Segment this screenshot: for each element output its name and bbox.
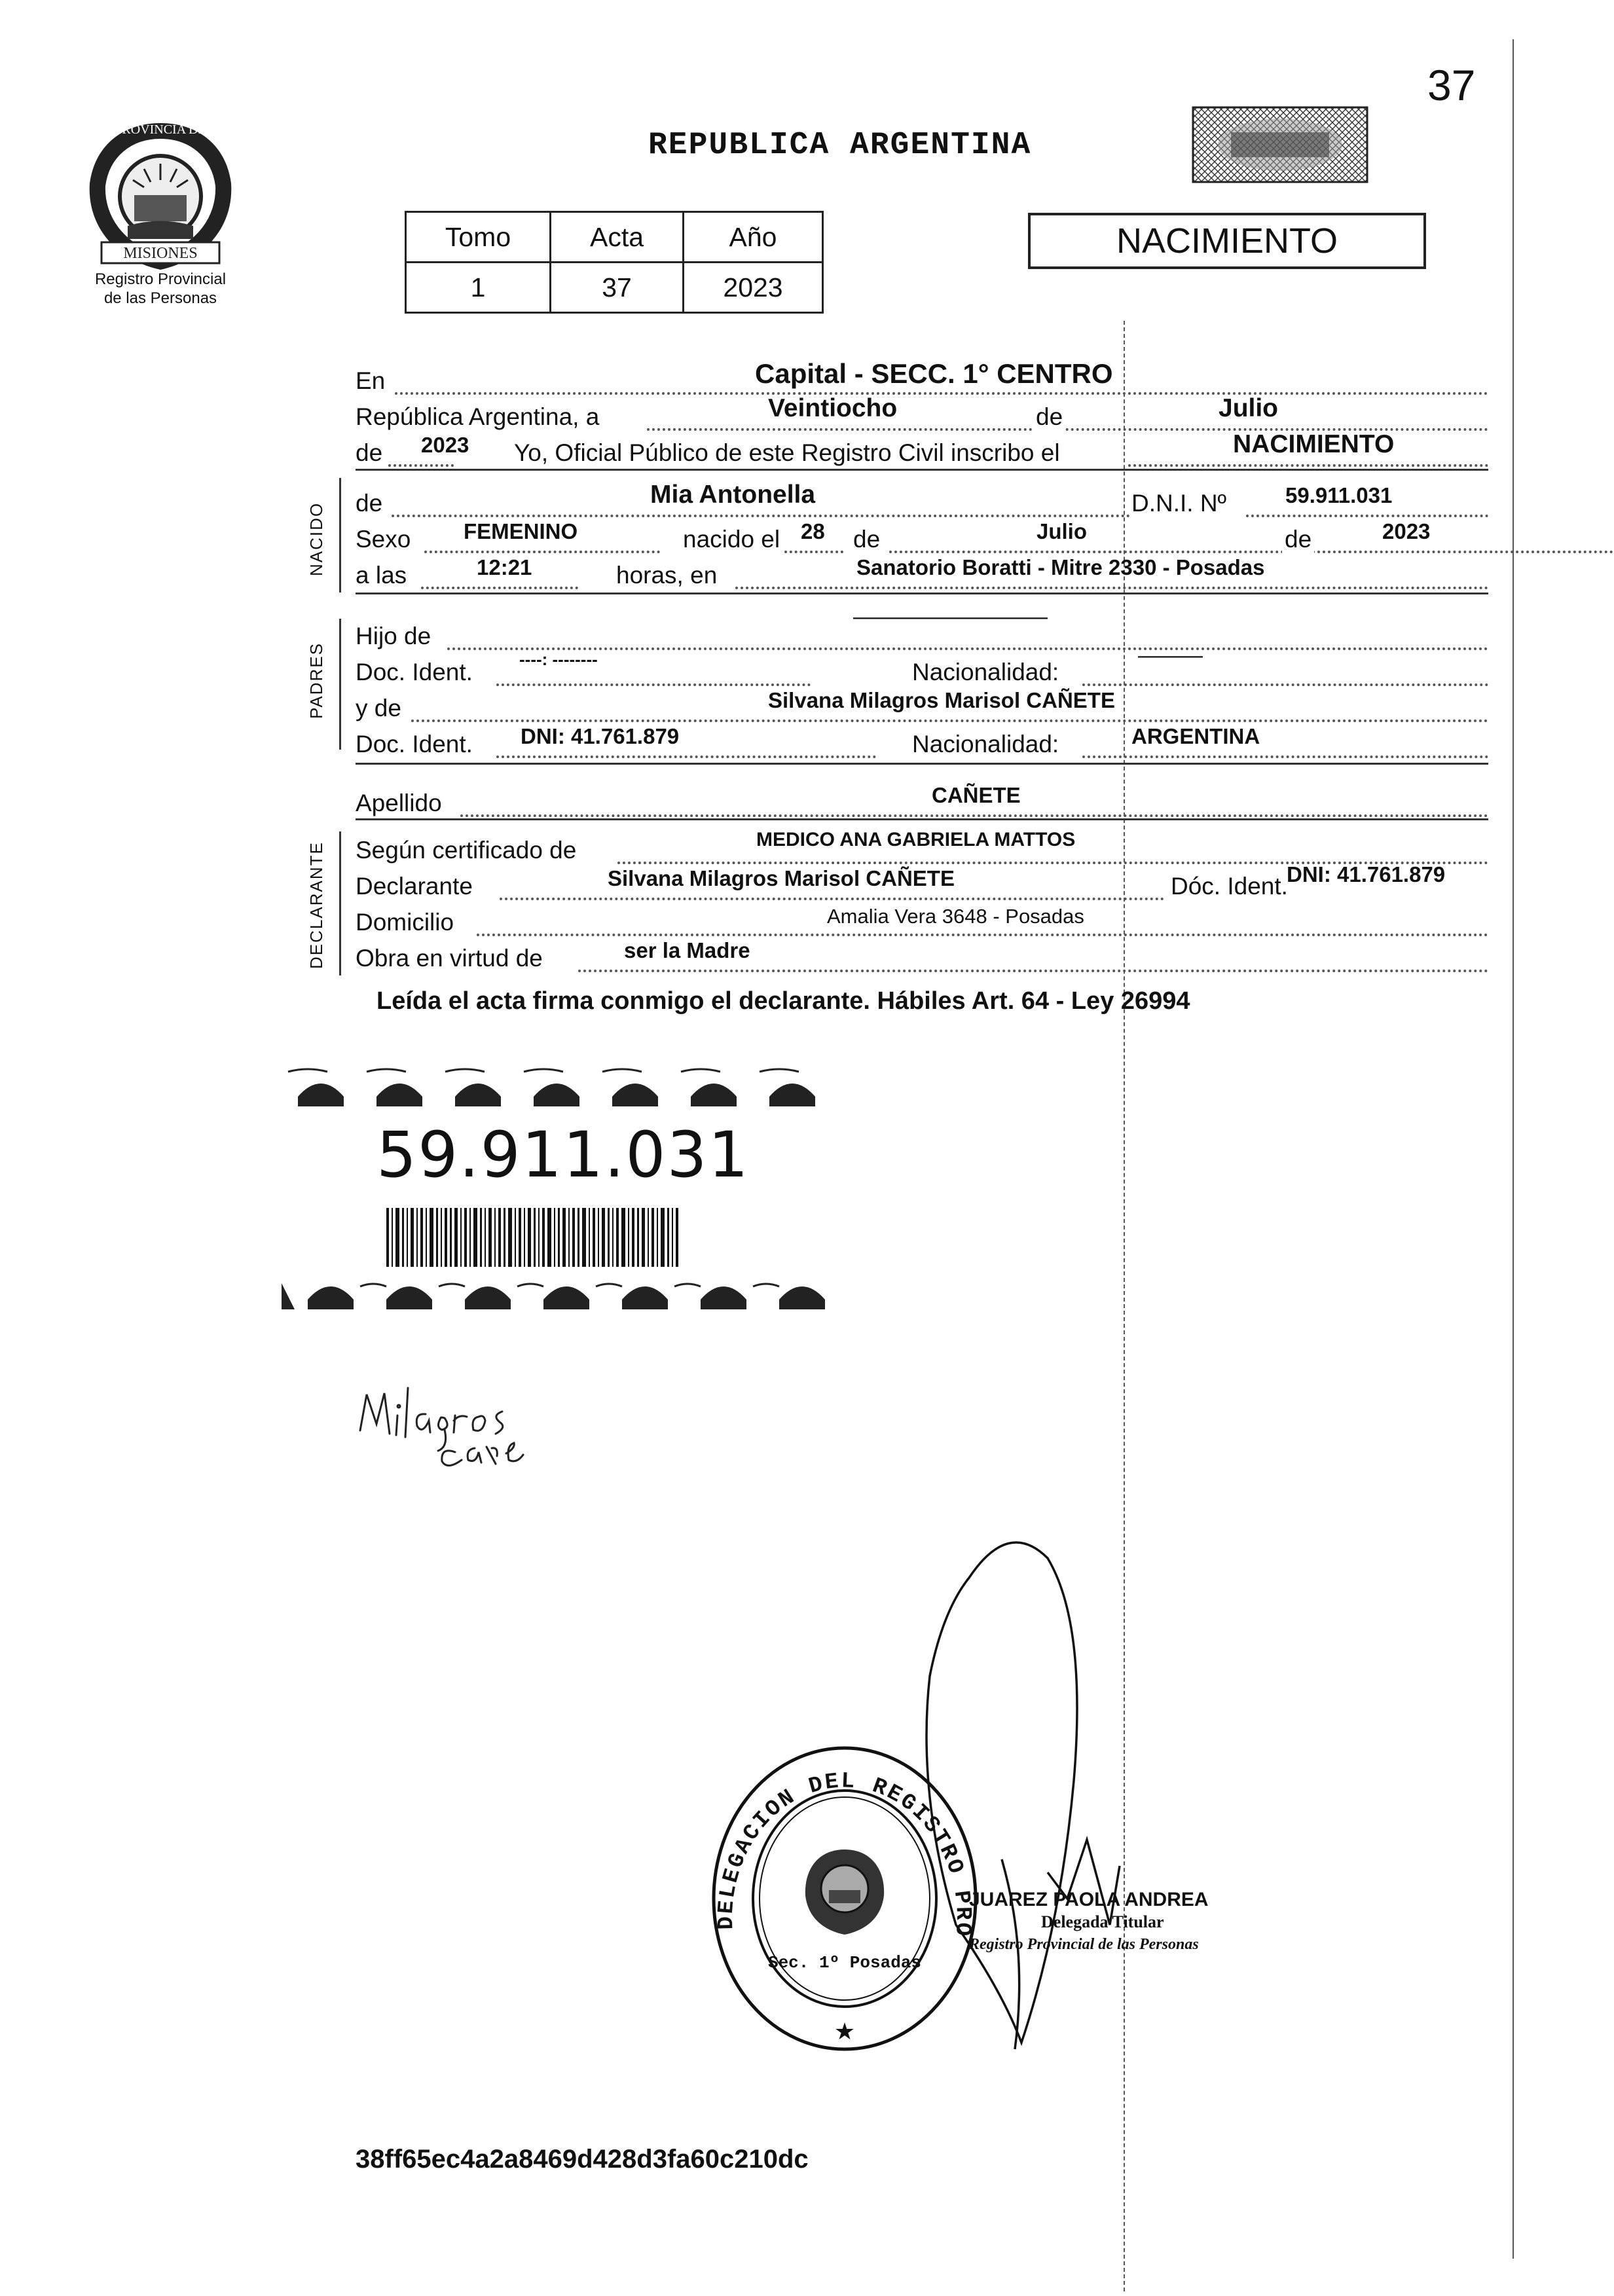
- official-org: Registro Provincial de las Personas: [969, 1936, 1199, 1953]
- logo-top-text: PROVINCIA DE: [115, 122, 206, 137]
- nacido-day: 28: [801, 519, 825, 543]
- sticker-dni-number: 59.911.031: [376, 1118, 750, 1192]
- official-name-block: [969, 1889, 1209, 1956]
- anio-header: Año: [684, 212, 823, 263]
- act-inscription-type: NACIMIENTO: [1233, 430, 1395, 458]
- line-obra: Obra en virtud de ser la Madre: [356, 941, 1488, 977]
- nacido-place: Sanatorio Boratti - Mitre 2330 - Posadas: [856, 555, 1265, 579]
- act-month: Julio: [1219, 394, 1279, 422]
- nacido-year: 2023: [1382, 519, 1431, 543]
- stamp-ring-text: DELEGACION DEL REGISTRO PRO: [714, 1769, 976, 1939]
- line-republica: República Argentina, a Veintiocho de Julio: [356, 399, 1488, 435]
- declarante-obra: ser la Madre: [624, 938, 750, 962]
- nacido-dni: 59.911.031: [1285, 483, 1393, 507]
- acta-header: Acta: [551, 212, 684, 263]
- declarante-name: Silvana Milagros Marisol CAÑETE: [608, 866, 955, 890]
- declarante-domicilio: Amalia Vera 3648 - Posadas: [827, 905, 1084, 928]
- certificado-value: MEDICO ANA GABRIELA MATTOS: [756, 829, 1076, 850]
- official-role: Delegada Titular: [1041, 1912, 1164, 1931]
- hologram-stamp: [1192, 106, 1368, 183]
- tomo-header: Tomo: [406, 212, 551, 263]
- act-place: Capital - SECC. 1° CENTRO: [755, 358, 1113, 389]
- logo-bottom-text: MISIONES: [123, 245, 198, 262]
- nacido-name: Mia Antonella: [650, 481, 816, 509]
- father-name: —————————: [853, 604, 1048, 629]
- document-hash: 38ff65ec4a2a8469d428d3fa60c210dc: [356, 2145, 809, 2174]
- anio-value: 2023: [684, 263, 823, 313]
- document-title: REPUBLICA ARGENTINA: [648, 128, 1032, 163]
- official-name: JUAREZ PAOLA ANDREA: [969, 1889, 1209, 1910]
- declarante-doc: DNI: 41.761.879: [1287, 862, 1446, 886]
- acta-value: 37: [551, 263, 684, 313]
- line-de-year: de 2023 Yo, Oficial Público de este Registro Civil inscribo el NACIMIENTO: [356, 435, 1488, 471]
- mother-nationality: ARGENTINA: [1131, 724, 1260, 748]
- line-y-de: y de Silvana Milagros Marisol CAÑETE: [356, 691, 1488, 727]
- mother-name: Silvana Milagros Marisol CAÑETE: [768, 688, 1115, 712]
- section-label-padres: PADRES: [306, 642, 326, 719]
- line-father-doc: Doc. Ident. ----: -------- Nacionalidad: ———: [356, 655, 1488, 691]
- nacido-time: 12:21: [477, 555, 532, 579]
- line-hijo-de: Hijo de —————————: [356, 619, 1488, 655]
- line-mother-doc: Doc. Ident. DNI: 41.761.879 Nacionalidad: ARGENTINA: [356, 727, 1488, 763]
- provincial-seal-logo: [82, 118, 239, 275]
- section-label-declarante: DECLARANTE: [306, 841, 326, 969]
- line-domicilio: Domicilio Amalia Vera 3648 - Posadas: [356, 905, 1488, 941]
- page-number: 37: [1427, 61, 1476, 109]
- apellido-value: CAÑETE: [932, 783, 1021, 807]
- nacido-sexo: FEMENINO: [464, 519, 578, 543]
- line-sexo: Sexo FEMENINO nacido el 28 de Julio de 2023: [356, 522, 1488, 558]
- line-certificado: Según certificado de MEDICO ANA GABRIELA MATTOS: [356, 833, 1488, 869]
- right-margin-line: [1513, 39, 1514, 2259]
- line-en: En Capital - SECC. 1° CENTRO: [356, 363, 1488, 399]
- closing-statement: Leída el acta firma conmigo el declarante. Hábiles Art. 64 - Ley 26994: [376, 987, 1190, 1015]
- father-nationality: ———: [1138, 643, 1203, 667]
- line-declarante: Declarante Silvana Milagros Marisol CAÑETE Dóc. Ident. DNI: 41.761.879: [356, 862, 1446, 900]
- tomo-value: 1: [406, 263, 551, 313]
- line-hora: a las 12:21 horas, en Sanatorio Boratti - Mitre 2330 - Posadas: [356, 558, 1488, 594]
- section-label-nacido: NACIDO: [306, 501, 326, 576]
- stamp-inner-text: Sec. 1º Posadas: [767, 1953, 922, 1973]
- official-round-stamp: [707, 1741, 982, 2056]
- act-year: 2023: [421, 433, 469, 457]
- logo-caption: Registro Provincial de las Personas: [94, 270, 227, 307]
- line-nacido-name: de Mia Antonella D.N.I. Nº 59.911.031: [356, 486, 1488, 522]
- record-table: [405, 211, 824, 314]
- act-day: Veintiocho: [768, 394, 898, 422]
- mother-doc: DNI: 41.761.879: [521, 724, 680, 748]
- handwritten-signature: [357, 1375, 527, 1473]
- nacido-month: Julio: [1036, 519, 1088, 543]
- document-type-box: NACIMIENTO: [1028, 213, 1426, 269]
- father-doc: ----: --------: [519, 649, 598, 669]
- line-apellido: Apellido CAÑETE: [356, 786, 1488, 822]
- svg-text:★: ★: [834, 2018, 856, 2045]
